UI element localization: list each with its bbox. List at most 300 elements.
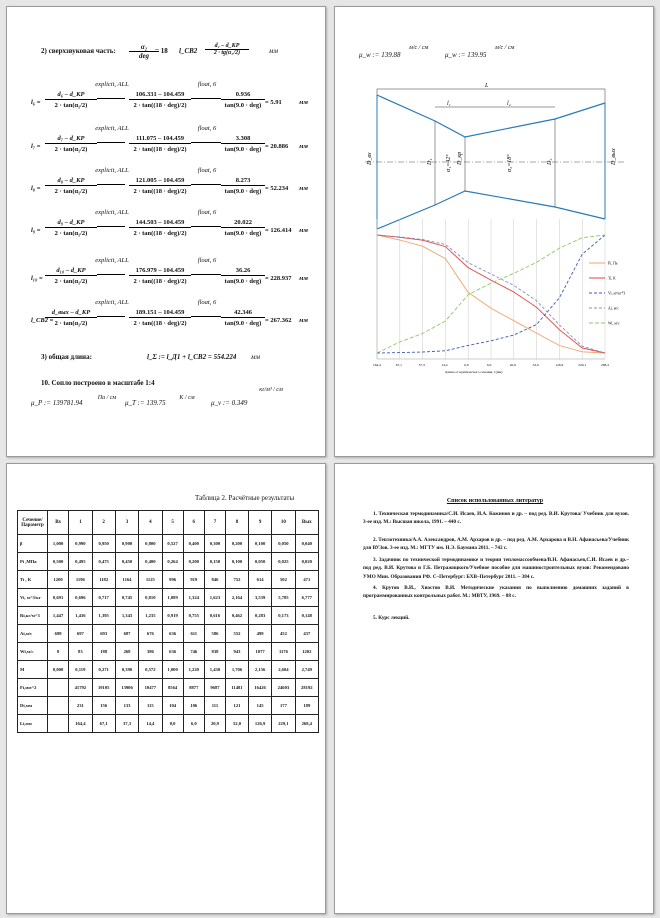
table-cell: 8564: [162, 679, 183, 697]
formula-evaluated: [221, 135, 265, 153]
formula-arrow-2: [191, 316, 221, 317]
formula-result: = 228.937: [265, 275, 292, 282]
x-tick-label: 37,3: [418, 363, 425, 367]
x-tick-label: 229,1: [578, 363, 587, 367]
table-cell: 0,495: [69, 553, 92, 571]
table-cell: 0,475: [92, 553, 115, 571]
formula-eval-denominator: tan(9.0 · deg): [224, 146, 262, 153]
parameter-chart: [373, 219, 609, 368]
table-cell: 0,990: [69, 535, 92, 553]
formula-eval-numerator: 3.308: [221, 135, 265, 144]
table-cell: 268: [115, 643, 138, 661]
table-cell: 188: [92, 643, 115, 661]
formula-explicit-tag: explicit, ALL: [95, 125, 129, 132]
table-header-cell: 2: [92, 511, 115, 535]
formula-explicit-tag: explicit, ALL: [95, 81, 129, 88]
formula-eval-numerator: 42.346: [221, 309, 265, 318]
table-cell: 1,430: [204, 661, 225, 679]
table-cell: 5,785: [272, 589, 295, 607]
table-row-param: Ai,м/с: [18, 625, 48, 643]
formula-arrow-2: [191, 98, 221, 99]
table-cell: 1202: [295, 643, 318, 661]
table-cell: 133: [115, 697, 138, 715]
formula-evaluated: [221, 91, 265, 109]
table-cell: 104: [162, 697, 183, 715]
formula-result: = 5.91: [265, 99, 282, 106]
alpha2-denominator: deg: [138, 52, 150, 60]
formula-eval-numerator: 20.022: [221, 219, 265, 228]
table-row: [18, 715, 319, 733]
formula-lhs: l_СВ2 =: [31, 317, 54, 324]
formula-substituted: [129, 177, 191, 195]
formula-arrow-2: [191, 142, 221, 143]
table-row: [18, 625, 319, 643]
formula-arrow-2: [191, 184, 221, 185]
mu-a-unit: м/с / см: [495, 45, 515, 51]
formula-explicit-tag: explicit, ALL: [95, 299, 129, 306]
formula-sub-numerator: 106.331 – 104.459: [129, 91, 191, 100]
table-cell: 437: [295, 625, 318, 643]
formula-unit: мм: [299, 185, 308, 192]
formula-result: = 52.234: [265, 185, 289, 192]
table-cell: 0,616: [204, 607, 225, 625]
x-tick-label: 14,4: [441, 363, 448, 367]
formula-unit: мм: [299, 143, 308, 150]
table-row: [18, 661, 319, 679]
table-cell: 919: [183, 571, 204, 589]
formula-unit: мм: [299, 227, 308, 234]
table-cell: 1164: [115, 571, 138, 589]
table-cell: 552: [226, 625, 249, 643]
table-cell: 0,000: [48, 661, 69, 679]
label-Dvyh: D_вых: [611, 148, 617, 165]
table-cell: 636: [162, 643, 183, 661]
label-alpha2: α₂=18°: [507, 154, 513, 172]
table-cell: 20,9: [204, 715, 225, 733]
formula-lhs: l₇ =: [31, 143, 41, 150]
formula-numerator: d₆ – d_КР: [45, 91, 97, 100]
lcv2-label: l_СВ2: [179, 47, 198, 55]
formula-arrow: [97, 142, 125, 143]
formula-eval-numerator: 36.26: [221, 267, 265, 276]
table-cell: 1,089: [162, 589, 183, 607]
table-cell: 0,173: [272, 607, 295, 625]
formula-row: [31, 125, 321, 171]
lcv2-fraction: [205, 43, 249, 56]
mu-v-unit: кг/м³ / см: [259, 387, 283, 393]
table-row-param: Fi,мм^2: [18, 679, 48, 697]
table-cell: 697: [69, 625, 92, 643]
table-cell: 6,777: [295, 589, 318, 607]
table-row: [18, 589, 319, 607]
table-header-cell: 7: [204, 511, 225, 535]
formula-denominator: 2 · tan(α₁/2): [54, 102, 88, 109]
formula-arrow: [97, 98, 125, 99]
formula-eval-denominator: tan(9.0 · deg): [224, 278, 262, 285]
formula-sub-numerator: 189.151 – 104.459: [129, 309, 191, 318]
formula-arrow: [97, 316, 125, 317]
formula-fraction: [45, 219, 97, 237]
formula-denominator: 2 · tan(α₁/2): [54, 278, 88, 285]
table-cell: [48, 679, 69, 697]
reference-item: 2. Теплотехника/А.А. Александров, А.М. Архаров и др. – под ред. А.М. Архарова и В.Н. Афанасьева/Учебник для ВУЗов. 3-ее изд. М.: МГТУ им. Н.Э. Баумана 2011. – 742 с.: [363, 537, 629, 552]
table-cell: 11481: [226, 679, 249, 697]
table-header-cell: 9: [248, 511, 271, 535]
formula-eval-denominator: tan(9.0 · deg): [224, 320, 262, 327]
table-cell: 28192: [295, 679, 318, 697]
formula-sub-denominator: 2 · tan((18 · deg)/2): [133, 188, 187, 195]
reference-item: 1. Техническая термодинамика/С.И. Исаев, И.А. Кожинов и др. – под ред. В.И. Крутова/ Учебник для вузов. 3-ее изд. М.: Высшая школа, 1991. – 440 с.: [363, 511, 629, 526]
table-cell: 0,950: [92, 535, 115, 553]
mu-p-value: μ_P := 139781.94: [31, 399, 83, 407]
table-row: [18, 643, 319, 661]
table-body: [18, 535, 319, 733]
formula-result: = 267.362: [265, 317, 292, 324]
table-cell: 6,0: [183, 715, 204, 733]
formula-numerator: d₁₀ – d_КР: [45, 267, 97, 276]
table-cell: 0,119: [69, 661, 92, 679]
results-table: [17, 510, 319, 733]
table-cell: 676: [139, 625, 162, 643]
page-3-results-table: [6, 463, 326, 914]
table-cell: 121: [226, 697, 249, 715]
dim-label-l2: l₂: [507, 101, 511, 107]
formula-arrow: [97, 274, 125, 275]
table-cell: [48, 697, 69, 715]
table-cell: 0,900: [115, 535, 138, 553]
table-cell: 846: [204, 571, 225, 589]
table-cell: 156: [92, 697, 115, 715]
formula-substituted: [129, 219, 191, 237]
table-row: [18, 607, 319, 625]
lcv2-unit: мм: [269, 47, 278, 55]
chart-legend: [589, 262, 625, 327]
references-title: Список использованных литератур: [446, 498, 544, 504]
table-cell: 1,324: [183, 589, 204, 607]
table-cell: 0,025: [272, 553, 295, 571]
formula-eval-denominator: tan(9.0 · deg): [224, 102, 262, 109]
table-row-param: Pi ,МПа: [18, 553, 48, 571]
table-cell: 0,100: [226, 553, 249, 571]
formula-arrow-2: [191, 226, 221, 227]
table-cell: 1,395: [92, 607, 115, 625]
table-row-param: Vi, м^3/кг: [18, 589, 48, 607]
table-row-param: β: [18, 535, 48, 553]
formula-lhs: l₆ =: [31, 99, 41, 106]
table-cell: 0,919: [162, 607, 183, 625]
reference-item: 4. Крутов В.И., Хвостов В.И. Методические указания по выполнению домашних заданий в программированных контрольных работ. М.: МВТУ, 1969. – 88 с.: [363, 585, 629, 600]
formula-sub-denominator: 2 · tan((18 · deg)/2): [133, 320, 187, 327]
nozzle-heading: 10. Сопло построено в масштабе 1:4: [41, 379, 155, 387]
table-header-cell: 10: [272, 511, 295, 535]
table-cell: 0,300: [204, 535, 225, 553]
table-cell: 1,343: [115, 607, 138, 625]
x-tick-label: 268,4: [601, 363, 609, 367]
formula-numerator: d_вых – d_КР: [45, 309, 97, 318]
formula-denominator: 2 · tan(α₁/2): [54, 230, 88, 237]
x-tick-label: 6,0: [487, 363, 492, 367]
table-cell: 0,527: [162, 535, 183, 553]
table-cell: 996: [162, 571, 183, 589]
nozzle-upper-contour: [377, 95, 605, 137]
formula-row: [31, 81, 321, 127]
formula-eval-denominator: tan(9.0 · deg): [224, 188, 262, 195]
table-cell: 2,749: [295, 661, 318, 679]
table-cell: 3,539: [248, 589, 271, 607]
table-cell: 115: [139, 697, 162, 715]
table-cell: 0,264: [162, 553, 183, 571]
table-cell: 1,706: [226, 661, 249, 679]
table-row-param: Ti , К: [18, 571, 48, 589]
table-cell: 1,235: [139, 607, 162, 625]
formula-sub-denominator: 2 · tan((18 · deg)/2): [133, 230, 187, 237]
x-tick-label: 67,1: [395, 363, 402, 367]
table-cell: 0,271: [92, 661, 115, 679]
page-4-references: [334, 463, 654, 914]
formula-numerator: d₈ – d_КР: [45, 177, 97, 186]
table-row: [18, 697, 319, 715]
table-cell: [48, 715, 69, 733]
table-row: [18, 571, 319, 589]
page-2-nozzle-drawing: [334, 6, 654, 457]
total-length-unit: мм: [251, 353, 260, 361]
total-length-expression: l_Σ := l_Д1 + l_СВ2 = 554.224: [147, 353, 237, 361]
table-cell: 838: [204, 643, 225, 661]
table-cell: 1,000: [162, 661, 183, 679]
formula-row: [31, 209, 321, 255]
formula-sub-denominator: 2 · tan((18 · deg)/2): [133, 102, 187, 109]
table-cell: 0,400: [183, 535, 204, 553]
table-cell: 189: [295, 697, 318, 715]
table-cell: 0,050: [272, 535, 295, 553]
table-cell: 0,696: [69, 589, 92, 607]
table-cell: 386: [139, 643, 162, 661]
table-header-cell: 8: [226, 511, 249, 535]
formula-sub-numerator: 144.503 – 104.459: [129, 219, 191, 228]
table-cell: 0,717: [92, 589, 115, 607]
formula-evaluated: [221, 219, 265, 237]
table-cell: 1,447: [48, 607, 69, 625]
table-cell: 0,462: [226, 607, 249, 625]
formula-fraction: [45, 91, 97, 109]
formula-lhs: l₉ =: [31, 227, 41, 234]
formula-unit: мм: [299, 317, 308, 324]
table-cell: 752: [226, 571, 249, 589]
table-cell: 13906: [115, 679, 138, 697]
table-cell: 14,4: [139, 715, 162, 733]
formula-float-tag: float, 6: [197, 125, 217, 132]
table-row: [18, 553, 319, 571]
formula-row: [31, 257, 321, 303]
table-cell: 611: [183, 625, 204, 643]
table-header-cell: 1: [69, 511, 92, 535]
formula-sub-denominator: 2 · tan((18 · deg)/2): [133, 146, 187, 153]
table-cell: 0,200: [183, 553, 204, 571]
formula-float-tag: float, 6: [197, 257, 217, 264]
mu-w-unit: м/с / см: [409, 45, 429, 51]
formula-evaluated: [221, 177, 265, 195]
lcv2-numerator: d₂ – d_КР: [205, 43, 249, 50]
table-cell: 0,200: [226, 535, 249, 553]
alpha2-numerator: α₂: [129, 43, 159, 52]
table-cell: 67,1: [92, 715, 115, 733]
formula-float-tag: float, 6: [197, 167, 217, 174]
table-cell: 0,755: [183, 607, 204, 625]
legend-label: Ai, м/с: [608, 306, 619, 311]
table-cell: 0,450: [115, 553, 138, 571]
table-cell: 698: [48, 625, 69, 643]
table-cell: 1,436: [69, 607, 92, 625]
formula-sub-numerator: 121.005 – 104.459: [129, 177, 191, 186]
table-cell: 2,604: [272, 661, 295, 679]
formula-substituted: [129, 267, 191, 285]
formula-float-tag: float, 6: [197, 299, 217, 306]
table-cell: 693: [92, 625, 115, 643]
table-cell: 502: [272, 571, 295, 589]
table-cell: 2,156: [248, 661, 271, 679]
table-cell: 268,4: [295, 715, 318, 733]
table-header-cell: 5: [162, 511, 183, 535]
table-cell: 0: [48, 643, 69, 661]
formula-result: = 20.886: [265, 143, 289, 150]
table-row-param: Li,мм: [18, 715, 48, 733]
reference-item: 5. Курс лекций.: [373, 615, 410, 621]
formula-arrow: [97, 184, 125, 185]
table-header-cell: Вх: [48, 511, 69, 535]
table-cell: 0,150: [204, 553, 225, 571]
chart-x-axis-title: Длина от критического сечения, l (мм): [445, 370, 503, 374]
table-row-param: Ri,кг/м^3: [18, 607, 48, 625]
table-cell: 0,0: [162, 715, 183, 733]
table-cell: 614: [248, 571, 271, 589]
table-cell: 83: [69, 643, 92, 661]
legend-label: Vi, м³/кг*3: [608, 291, 626, 296]
label-D1: D₁: [427, 158, 433, 165]
table-cell: 1,220: [183, 661, 204, 679]
formula-explicit-tag: explicit, ALL: [95, 167, 129, 174]
mu-t-value: μ_T := 139.75: [125, 399, 166, 407]
table-cell: 636: [162, 625, 183, 643]
formula-numerator: d₉ – d_КР: [45, 219, 97, 228]
x-tick-label: 0,0: [464, 363, 469, 367]
table-cell: 0,148: [295, 607, 318, 625]
mu-w-value: μ_w := 139.88: [359, 51, 401, 59]
formula-fraction: [45, 135, 97, 153]
table-cell: 106: [183, 697, 204, 715]
formula-unit: мм: [299, 275, 308, 282]
mu-t-unit: К / см: [179, 395, 195, 401]
x-tick-label: 52,0: [532, 363, 539, 367]
table-cell: 0,040: [295, 535, 318, 553]
table-cell: 177: [272, 697, 295, 715]
table-row-param: M: [18, 661, 48, 679]
table-cell: 0,800: [139, 535, 162, 553]
formula-explicit-tag: explicit, ALL: [95, 257, 129, 264]
alpha2-value: = 18: [155, 47, 168, 55]
table-cell: 10477: [139, 679, 162, 697]
table-cell: 452: [272, 625, 295, 643]
table-cell: 111: [204, 697, 225, 715]
table-cell: 471: [295, 571, 318, 589]
formula-explicit-tag: explicit, ALL: [95, 209, 129, 216]
table-cell: 1176: [272, 643, 295, 661]
table-cell: 8877: [183, 679, 204, 697]
formula-sub-numerator: 176.979 – 104.459: [129, 267, 191, 276]
table-cell: 164,4: [69, 715, 92, 733]
mu-v-value: μ_v := 0.349: [211, 399, 248, 407]
table-cell: 0,050: [248, 553, 271, 571]
legend-label: Wi, м/с: [608, 321, 620, 326]
label-Dvh: D_вх: [367, 152, 373, 165]
formula-arrow-2: [191, 274, 221, 275]
table-cell: 499: [248, 625, 271, 643]
table-cell: 19105: [92, 679, 115, 697]
table-caption: Таблица 2. Расчётные результаты: [195, 494, 295, 502]
table-cell: 1200: [48, 571, 69, 589]
mu-p-unit: Па / см: [97, 395, 117, 401]
formula-lhs: l₈ =: [31, 185, 41, 192]
legend-label: Ti, К: [608, 276, 616, 281]
table-header-cell: 4: [139, 511, 162, 535]
formula-evaluated: [221, 267, 265, 285]
table-cell: 145: [248, 697, 271, 715]
formula-sub-denominator: 2 · tan((18 · deg)/2): [133, 278, 187, 285]
formula-eval-denominator: tan(9.0 · deg): [224, 230, 262, 237]
table-cell: 9687: [204, 679, 225, 697]
formula-float-tag: float, 6: [197, 81, 217, 88]
table-header-cell: Вых: [295, 511, 318, 535]
formula-row: [31, 167, 321, 213]
table-cell: 52,0: [226, 715, 249, 733]
table-cell: 41792: [69, 679, 92, 697]
formula-denominator: 2 · tan(α₁/2): [54, 188, 88, 195]
label-alpha1: α₁=42°: [446, 154, 452, 172]
table-cell: 586: [204, 625, 225, 643]
x-tick-label: 126,9: [555, 363, 564, 367]
formula-sub-numerator: 111.075 – 104.459: [129, 135, 191, 144]
table-header-cell: 6: [183, 511, 204, 535]
table-cell: 0,390: [115, 661, 138, 679]
table-cell: 16426: [248, 679, 271, 697]
label-Dkp: D_кр: [457, 151, 463, 165]
formula-substituted: [129, 135, 191, 153]
table-cell: 0,400: [139, 553, 162, 571]
table-cell: 0,691: [48, 589, 69, 607]
formula-eval-numerator: 8.273: [221, 177, 265, 186]
table-cell: 1196: [69, 571, 92, 589]
formula-fraction: [45, 177, 97, 195]
dim-label-l1: l₁: [447, 101, 451, 107]
table-row: [18, 535, 319, 553]
formula-fraction: [45, 267, 97, 285]
table-header-row: [18, 511, 319, 535]
table-cell: 687: [115, 625, 138, 643]
label-D2: D₂: [547, 158, 553, 165]
supersonic-heading: 2) сверхзвуковая часть:: [41, 47, 116, 55]
formula-eval-numerator: 0.936: [221, 91, 265, 100]
table-cell: 126,9: [248, 715, 271, 733]
table-header-param: Сечение/ Параметр: [18, 511, 48, 535]
table-cell: 1,000: [48, 535, 69, 553]
reference-item: 3. Задачник по технической термодинамике и теории тепломассообмена/В.Н. Афанасьев,С.И. Исаев и др.– под ред. В.И. Крутова и Г.Б. Петражицкого/Учебное пособие для машиностроительных вузов: Рекомендовано УМО Мин. Образования РФ. С–Петербург: БХВ–Петербург 2011. – 384 с.: [363, 557, 629, 580]
table-cell: 0,500: [48, 553, 69, 571]
mu-a-value: μ_w := 139.95: [445, 51, 487, 59]
formula-unit: мм: [299, 99, 308, 106]
legend-label: Pi, Па: [608, 261, 618, 266]
table-cell: 0,283: [248, 607, 271, 625]
table-cell: 0,100: [248, 535, 271, 553]
table-cell: 1,623: [204, 589, 225, 607]
